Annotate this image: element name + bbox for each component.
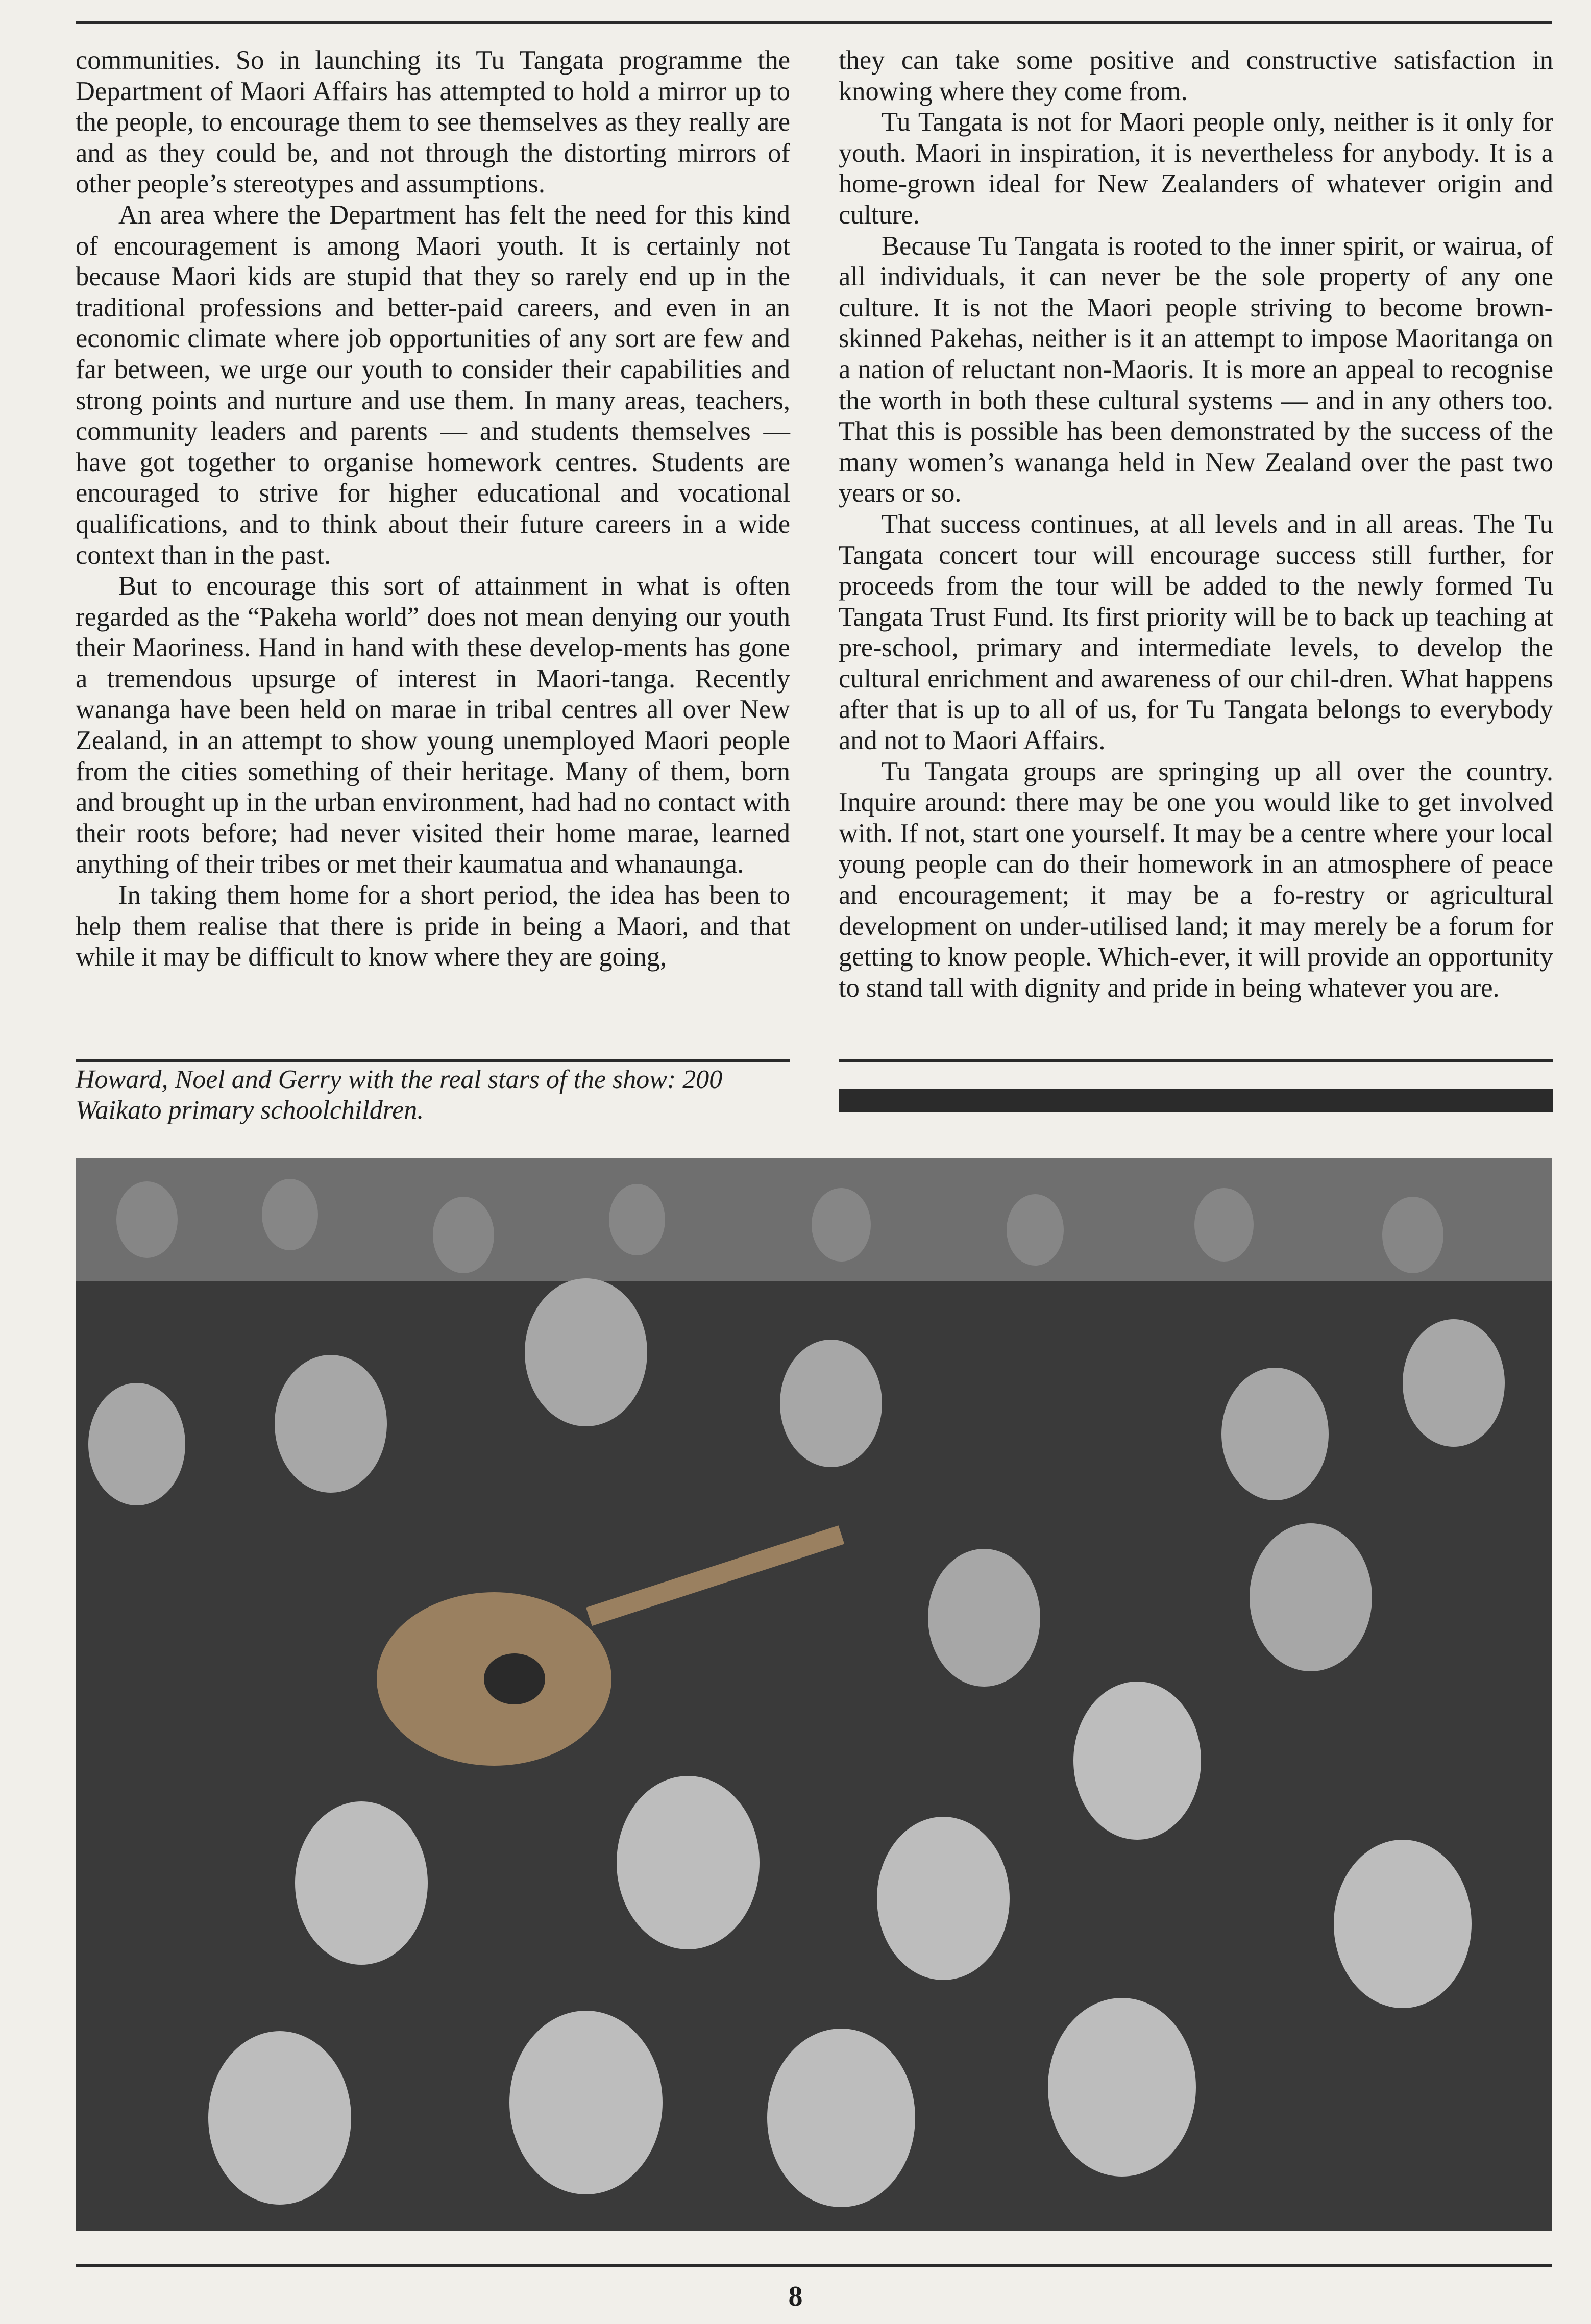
left-column xyxy=(76,45,790,973)
right-column-end-rule xyxy=(839,1059,1553,1062)
caption-rule xyxy=(76,1059,790,1062)
paragraph: they can take some positive and constructive satisfaction in knowing where they come from. xyxy=(839,45,1553,106)
page-number: 8 xyxy=(788,2281,803,2312)
paragraph: That success continues, at all levels and in all areas. The Tu Tangata concert tour will encourage success still further, for proceeds from the tour will be added to the newly formed Tu Tangata Trust Fund. Its first priority will be to back up teaching at pre-school, primary and intermediate levels, to develop the cultural enrichment and awareness of our chil-dren. What happens after that is up to all of us, for Tu Tangata belongs to everybody and not to Maori Affairs. xyxy=(839,509,1553,756)
photo-caption: Howard, Noel and Gerry with the real stars of the show: 200 Waikato primary schoolchildren. xyxy=(76,1065,723,1125)
decorative-black-bar xyxy=(839,1089,1553,1112)
photo-illustration xyxy=(76,1158,1552,2231)
paragraph: communities. So in launching its Tu Tangata programme the Department of Maori Affairs has attempted to hold a mirror up to the people, to encourage them to see themselves as they really are and as they could be, and not through the distorting mirrors of other people’s stereotypes and assumptions. xyxy=(76,45,790,199)
right-column xyxy=(839,45,1553,1003)
paragraph: In taking them home for a short period, the idea has been to help them realise that there is pride in being a Maori, and that while it may be difficult to know where they are going, xyxy=(76,880,790,972)
paragraph: Tu Tangata is not for Maori people only, neither is it only for youth. Maori in inspiration, it is nevertheless for anybody. It is a home-grown ideal for New Zealanders of whatever origin and culture. xyxy=(839,107,1553,230)
bottom-rule xyxy=(76,2264,1552,2267)
crowd-photo xyxy=(76,1158,1552,2231)
paragraph: An area where the Department has felt the need for this kind of encouragement is among Maori youth. It is certainly not because Maori kids are stupid that they so rarely end up in the traditional professions and better-paid careers, and even in an economic climate where job opportunities of any sort are few and far between, we urge our youth to consider their capabilities and strong points and nurture and use them. In many areas, teachers, community leaders and parents — and students themselves — have got together to organise homework centres. Students are encouraged to strive for higher educational and vocational qualifications, and to think about their future careers in a wide context than in the past. xyxy=(76,200,790,570)
paragraph: Tu Tangata groups are springing up all over the country. Inquire around: there may be one you would like to get involved with. If not, start one yourself. It may be a centre where your local young people can do their homework in an atmosphere of peace and encouragement; it may be a fo-restry or agricultural development on under-utilised land; it may merely be a forum for getting to know people. Which-ever, it will provide an opportunity to stand tall with dignity and pride in being whatever you are. xyxy=(839,756,1553,1003)
top-rule xyxy=(76,21,1552,24)
paragraph: But to encourage this sort of attainment in what is often regarded as the “Pakeha world” does not mean denying our youth their Maoriness. Hand in hand with these develop-ments has gone a tremendous upsurge of interest in Maori-tanga. Recently wananga have been held on marae in tribal centres all over New Zealand, in an attempt to show young unemployed Maori people from the cities something of their heritage. Many of them, born and brought up in the urban environment, had had no contact with their roots before; had never visited their home marae, learned anything of their tribes or met their kaumatua and whanaunga. xyxy=(76,571,790,879)
paragraph: Because Tu Tangata is rooted to the inner spirit, or wairua, of all individuals, it can never be the sole property of any one culture. It is not the Maori people striving to become brown-skinned Pakehas, neither is it an attempt to impose Maoritanga on a nation of reluctant non-Maoris. It is more an appeal to recognise the worth in both these cultural systems — and in any others too. That this is possible has been demonstrated by the success of the many women’s wananga held in New Zealand over the past two years or so. xyxy=(839,231,1553,508)
